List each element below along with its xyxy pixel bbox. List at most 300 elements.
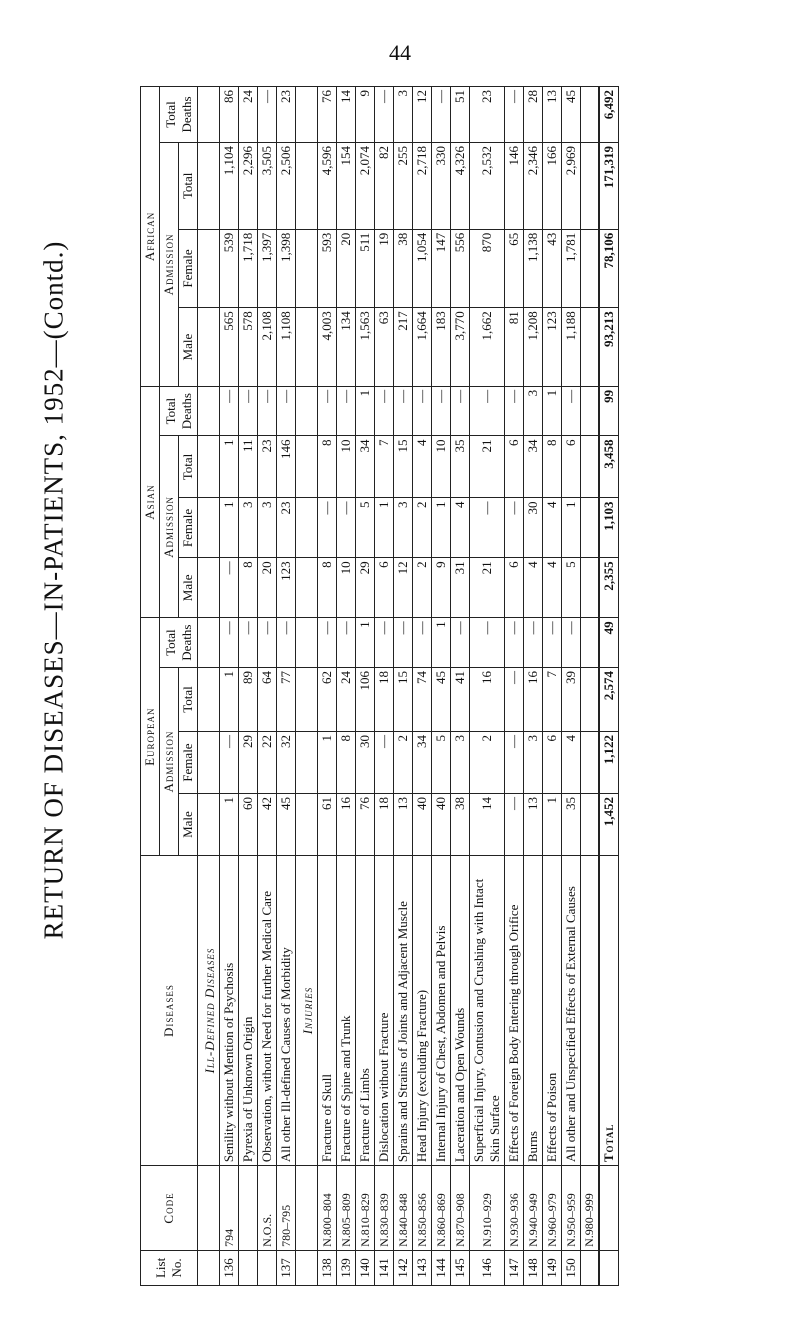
as-value-cell: 10	[337, 436, 356, 498]
as-value-cell: 4	[524, 558, 543, 618]
af-value-cell: 123	[543, 308, 562, 387]
af-value-cell: 1,398	[277, 229, 296, 308]
as-value-cell: —	[562, 386, 581, 436]
as-value-cell	[581, 558, 600, 618]
as-value-cell: 3	[524, 386, 543, 436]
disease-name: Sprains and Strains of Joints and Adjacent Muscle	[394, 856, 413, 1166]
list-number: 142	[394, 1250, 413, 1285]
eu-value-cell: —	[413, 618, 432, 668]
af-value-cell: 1,563	[356, 308, 375, 387]
eu-value-cell: —	[451, 618, 470, 668]
empty-cell	[198, 794, 220, 856]
disease-code: N.860–869	[432, 1166, 451, 1251]
eu-value-cell: 1	[432, 618, 451, 668]
af-value-cell	[581, 87, 600, 143]
af-value-cell: 24	[239, 87, 258, 143]
eu-value-cell: 40	[432, 794, 451, 856]
as-value-cell: —	[258, 386, 277, 436]
as-value-cell: 146	[277, 436, 296, 498]
list-number: 146	[470, 1250, 505, 1285]
af-value-cell	[581, 229, 600, 308]
list-number: 141	[375, 1250, 394, 1285]
eu-value-cell: 2	[394, 732, 413, 794]
af-value-cell: 556	[451, 229, 470, 308]
as-value-cell	[581, 498, 600, 558]
eu-value-cell: 89	[239, 667, 258, 731]
header-code: Code	[141, 1166, 198, 1251]
eu-value-cell: —	[505, 618, 524, 668]
disease-name: Laceration and Open Wounds	[451, 856, 470, 1166]
list-number	[239, 1250, 258, 1285]
af-value-cell	[581, 308, 600, 387]
af-value-cell: —	[505, 87, 524, 143]
list-number: 149	[543, 1250, 562, 1285]
af-value-cell: 1,188	[562, 308, 581, 387]
af-value-cell: 2,718	[413, 142, 432, 229]
as-value-cell: 6	[505, 558, 524, 618]
as-value-cell: 8	[318, 436, 337, 498]
as-value-cell: —	[220, 386, 239, 436]
eu-value-cell: 6	[543, 732, 562, 794]
empty-cell	[198, 142, 220, 229]
eu-value-cell: —	[318, 618, 337, 668]
disease-code: N.930–936	[505, 1166, 524, 1251]
empty-cell	[599, 1250, 619, 1285]
af-value-cell: 4,596	[318, 142, 337, 229]
as-value-cell: —	[239, 386, 258, 436]
af-value-cell: 51	[451, 87, 470, 143]
list-number: 137	[277, 1250, 296, 1285]
af-value-cell: 13	[543, 87, 562, 143]
eu-value-cell: 8	[337, 732, 356, 794]
eu-value-cell: 42	[258, 794, 277, 856]
disease-code: N.O.S.	[258, 1166, 277, 1251]
disease-name: Dislocation without Fracture	[375, 856, 394, 1166]
as-value-cell: 3	[394, 498, 413, 558]
disease-name: Senility without Mention of Psychosis	[220, 856, 239, 1166]
eu-value-cell: —	[505, 794, 524, 856]
eu-total-cell: 49	[599, 618, 619, 668]
af-value-cell: 3,770	[451, 308, 470, 387]
as-value-cell: 29	[356, 558, 375, 618]
af-value-cell: —	[375, 87, 394, 143]
af-value-cell: 511	[356, 229, 375, 308]
header-female-af: Female	[179, 229, 198, 308]
empty-cell	[296, 386, 318, 436]
as-value-cell: 7	[375, 436, 394, 498]
table-row	[337, 87, 356, 1286]
table-row	[356, 87, 375, 1286]
eu-value-cell: —	[394, 618, 413, 668]
as-value-cell: 12	[394, 558, 413, 618]
eu-value-cell: 76	[356, 794, 375, 856]
as-total-cell: 2,355	[599, 558, 619, 618]
eu-value-cell: —	[543, 618, 562, 668]
eu-value-cell: —	[239, 618, 258, 668]
as-value-cell: 10	[432, 436, 451, 498]
as-value-cell: 30	[524, 498, 543, 558]
eu-value-cell: 13	[394, 794, 413, 856]
as-value-cell: 2	[413, 498, 432, 558]
eu-value-cell: 29	[239, 732, 258, 794]
group-heading: Ill-Defined Diseases	[198, 856, 220, 1166]
af-value-cell: 539	[220, 229, 239, 308]
eu-value-cell: —	[337, 618, 356, 668]
disease-code: N.950–959	[562, 1166, 581, 1251]
rotated-table-wrapper	[140, 86, 700, 1286]
empty-cell	[296, 142, 318, 229]
as-total-cell: 99	[599, 386, 619, 436]
af-value-cell: 183	[432, 308, 451, 387]
eu-value-cell: 1	[356, 618, 375, 668]
eu-total-cell: 1,122	[599, 732, 619, 794]
disease-name: Head Injury (excluding Fracture)	[413, 856, 432, 1166]
af-total-cell: 93,213	[599, 308, 619, 387]
empty-cell	[198, 436, 220, 498]
eu-value-cell: —	[258, 618, 277, 668]
af-value-cell: 1,104	[220, 142, 239, 229]
af-value-cell: 3	[394, 87, 413, 143]
as-total-cell: 1,103	[599, 498, 619, 558]
eu-value-cell: 106	[356, 667, 375, 731]
eu-value-cell: 7	[543, 667, 562, 731]
header-female-as: Female	[179, 498, 198, 558]
table-row	[413, 87, 432, 1286]
empty-cell	[198, 87, 220, 143]
empty-cell	[296, 1250, 318, 1285]
disease-code: N.800–804	[318, 1166, 337, 1251]
list-number: 145	[451, 1250, 470, 1285]
eu-value-cell: 62	[318, 667, 337, 731]
as-value-cell: 5	[562, 558, 581, 618]
as-value-cell: 1	[543, 386, 562, 436]
disease-code: N.940–949	[524, 1166, 543, 1251]
eu-value-cell: 4	[562, 732, 581, 794]
eu-value-cell: 60	[239, 794, 258, 856]
list-number: 139	[337, 1250, 356, 1285]
empty-cell	[599, 1166, 619, 1251]
table-row	[505, 87, 524, 1286]
af-value-cell: 43	[543, 229, 562, 308]
eu-value-cell: 39	[562, 667, 581, 731]
empty-cell	[198, 1166, 220, 1251]
eu-value-cell: 5	[432, 732, 451, 794]
af-value-cell: 28	[524, 87, 543, 143]
eu-value-cell: 40	[413, 794, 432, 856]
header-total-eu: Total	[179, 667, 198, 731]
as-value-cell: 15	[394, 436, 413, 498]
as-value-cell: 21	[470, 558, 505, 618]
eu-value-cell: —	[470, 618, 505, 668]
list-number: 136	[220, 1250, 239, 1285]
disease-name: Observation, without Need for further Medical Care	[258, 856, 277, 1166]
as-value-cell: 6	[375, 558, 394, 618]
af-value-cell: 217	[394, 308, 413, 387]
page-number: 44	[389, 40, 411, 65]
eu-value-cell: 14	[470, 794, 505, 856]
af-value-cell: 154	[337, 142, 356, 229]
af-value-cell: 38	[394, 229, 413, 308]
as-value-cell: —	[470, 498, 505, 558]
as-value-cell: 1	[220, 498, 239, 558]
af-value-cell: 14	[337, 87, 356, 143]
as-value-cell: 4	[451, 498, 470, 558]
af-value-cell: 1,208	[524, 308, 543, 387]
list-number	[581, 1250, 600, 1285]
header-total-deaths-as: Total Deaths	[160, 386, 198, 436]
disease-name: Burns	[524, 856, 543, 1166]
disease-code: N.810–829	[356, 1166, 375, 1251]
af-value-cell: 1,138	[524, 229, 543, 308]
eu-value-cell: —	[505, 732, 524, 794]
list-number: 150	[562, 1250, 581, 1285]
af-value-cell: 4,003	[318, 308, 337, 387]
as-value-cell	[581, 386, 600, 436]
eu-value-cell: —	[220, 732, 239, 794]
header-total-af: Total	[179, 142, 198, 229]
empty-cell	[296, 308, 318, 387]
as-value-cell: 1	[375, 498, 394, 558]
eu-value-cell	[581, 794, 600, 856]
eu-value-cell: 2	[470, 732, 505, 794]
af-value-cell: 82	[375, 142, 394, 229]
eu-value-cell: 15	[394, 667, 413, 731]
header-diseases: Diseases	[141, 856, 198, 1166]
af-value-cell: 81	[505, 308, 524, 387]
as-value-cell: 4	[543, 498, 562, 558]
af-value-cell: 76	[318, 87, 337, 143]
eu-value-cell: —	[375, 732, 394, 794]
as-value-cell: 31	[451, 558, 470, 618]
disease-name: Superficial Injury, Contusion and Crushing with Intact Skin Surface	[470, 856, 505, 1166]
as-value-cell: 20	[258, 558, 277, 618]
as-value-cell: 9	[432, 558, 451, 618]
list-number: 147	[505, 1250, 524, 1285]
af-value-cell: 23	[277, 87, 296, 143]
eu-value-cell: 16	[524, 667, 543, 731]
eu-value-cell: —	[277, 618, 296, 668]
as-value-cell: 6	[562, 436, 581, 498]
eu-value-cell: 61	[318, 794, 337, 856]
empty-cell	[296, 618, 318, 668]
af-value-cell: 255	[394, 142, 413, 229]
eu-value-cell: —	[505, 667, 524, 731]
as-value-cell: —	[337, 386, 356, 436]
af-value-cell	[581, 142, 600, 229]
as-value-cell: —	[318, 498, 337, 558]
af-value-cell: 2,506	[277, 142, 296, 229]
as-value-cell	[581, 436, 600, 498]
disease-name: Fracture of Spine and Trunk	[337, 856, 356, 1166]
as-value-cell: 8	[318, 558, 337, 618]
empty-cell	[296, 794, 318, 856]
as-value-cell: 3	[239, 498, 258, 558]
af-value-cell: 1,664	[413, 308, 432, 387]
table-row	[451, 87, 470, 1286]
af-value-cell: 1,397	[258, 229, 277, 308]
af-value-cell: 65	[505, 229, 524, 308]
eu-total-cell: 2,574	[599, 667, 619, 731]
as-value-cell: 3	[258, 498, 277, 558]
table-row	[375, 87, 394, 1286]
af-value-cell: 870	[470, 229, 505, 308]
empty-cell	[296, 732, 318, 794]
disease-code: N.805–809	[337, 1166, 356, 1251]
table-row	[277, 87, 296, 1286]
as-value-cell: 4	[413, 436, 432, 498]
header-male-eu: Male	[179, 794, 198, 856]
table-row	[220, 87, 239, 1286]
header-asian: Asian	[141, 386, 160, 618]
group-heading-row	[198, 87, 220, 1286]
eu-value-cell: 38	[451, 794, 470, 856]
af-value-cell: 23	[470, 87, 505, 143]
as-value-cell: 35	[451, 436, 470, 498]
as-value-cell: 11	[239, 436, 258, 498]
af-value-cell: 45	[562, 87, 581, 143]
header-male-as: Male	[179, 558, 198, 618]
as-value-cell: 34	[356, 436, 375, 498]
as-value-cell: 21	[470, 436, 505, 498]
disease-code: N.960–979	[543, 1166, 562, 1251]
eu-value-cell: 16	[337, 794, 356, 856]
header-total-deaths-eu: Total Deaths	[160, 618, 198, 668]
empty-cell	[198, 308, 220, 387]
eu-value-cell: 13	[524, 794, 543, 856]
eu-value-cell: 24	[337, 667, 356, 731]
diseases-table	[140, 86, 619, 1286]
as-value-cell: 8	[239, 558, 258, 618]
empty-cell	[198, 618, 220, 668]
eu-value-cell	[581, 732, 600, 794]
af-value-cell: 86	[220, 87, 239, 143]
disease-name: Fracture of Skull	[318, 856, 337, 1166]
empty-cell	[296, 558, 318, 618]
af-value-cell: 2,296	[239, 142, 258, 229]
disease-name: Internal Injury of Chest, Abdomen and Pelvis	[432, 856, 451, 1166]
table-row	[318, 87, 337, 1286]
as-value-cell: —	[505, 498, 524, 558]
as-value-cell: —	[505, 386, 524, 436]
list-number: 140	[356, 1250, 375, 1285]
as-value-cell: —	[394, 386, 413, 436]
as-value-cell: 10	[337, 558, 356, 618]
af-value-cell: 134	[337, 308, 356, 387]
table-row	[543, 87, 562, 1286]
as-value-cell: 34	[524, 436, 543, 498]
af-value-cell: 1,781	[562, 229, 581, 308]
af-value-cell: 1,718	[239, 229, 258, 308]
header-total-deaths-af: Total Deaths	[160, 87, 198, 143]
as-value-cell: 6	[505, 436, 524, 498]
empty-cell	[296, 229, 318, 308]
table-body	[198, 87, 619, 1286]
as-value-cell: —	[318, 386, 337, 436]
af-total-cell: 78,106	[599, 229, 619, 308]
eu-value-cell: 1	[220, 794, 239, 856]
as-value-cell: —	[277, 386, 296, 436]
af-value-cell: 166	[543, 142, 562, 229]
disease-code: N.870–908	[451, 1166, 470, 1251]
eu-value-cell: 22	[258, 732, 277, 794]
table-row	[562, 87, 581, 1286]
as-value-cell: —	[375, 386, 394, 436]
eu-value-cell: —	[562, 618, 581, 668]
eu-total-cell: 1,452	[599, 794, 619, 856]
af-value-cell: 2,532	[470, 142, 505, 229]
disease-name: All other Ill-defined Causes of Morbidity	[277, 856, 296, 1166]
disease-code: N.850–856	[413, 1166, 432, 1251]
eu-value-cell: 16	[470, 667, 505, 731]
disease-name: Effects of Poison	[543, 856, 562, 1166]
as-value-cell: 23	[277, 498, 296, 558]
af-value-cell: 19	[375, 229, 394, 308]
table-row	[581, 87, 600, 1286]
table-row	[524, 87, 543, 1286]
header-african: African	[141, 87, 160, 387]
as-value-cell: 1	[432, 498, 451, 558]
empty-cell	[198, 558, 220, 618]
as-value-cell: —	[451, 386, 470, 436]
empty-cell	[198, 498, 220, 558]
eu-value-cell: 41	[451, 667, 470, 731]
as-value-cell: 4	[543, 558, 562, 618]
af-value-cell: 2,346	[524, 142, 543, 229]
empty-cell	[296, 667, 318, 731]
as-value-cell: 123	[277, 558, 296, 618]
af-total-cell: 171,319	[599, 142, 619, 229]
list-number: 144	[432, 1250, 451, 1285]
eu-value-cell: —	[524, 618, 543, 668]
disease-code: N.840–848	[394, 1166, 413, 1251]
as-value-cell: 2	[413, 558, 432, 618]
disease-code: N.910–929	[470, 1166, 505, 1251]
af-value-cell: —	[258, 87, 277, 143]
eu-value-cell: —	[220, 618, 239, 668]
empty-cell	[296, 1166, 318, 1251]
empty-cell	[296, 87, 318, 143]
disease-code: N.830–839	[375, 1166, 394, 1251]
af-value-cell: —	[432, 87, 451, 143]
as-value-cell: 1	[220, 436, 239, 498]
eu-value-cell: 32	[277, 732, 296, 794]
header-admission-af: Admission	[160, 142, 179, 386]
eu-value-cell	[581, 618, 600, 668]
table-row	[432, 87, 451, 1286]
eu-value-cell: 74	[413, 667, 432, 731]
af-value-cell: 146	[505, 142, 524, 229]
page-title: RETURN OF DISEASES—IN-PATIENTS, 1952—(Contd.)	[38, 240, 69, 940]
disease-name: Pyrexia of Unknown Origin	[239, 856, 258, 1166]
eu-value-cell: 34	[413, 732, 432, 794]
eu-value-cell: 18	[375, 794, 394, 856]
total-label: Total	[599, 856, 619, 1166]
group-heading: Injuries	[296, 856, 318, 1166]
table-row	[239, 87, 258, 1286]
af-value-cell: 12	[413, 87, 432, 143]
disease-name: Effects of Foreign Body Entering through Orifice	[505, 856, 524, 1166]
table-row	[394, 87, 413, 1286]
af-value-cell: 330	[432, 142, 451, 229]
af-value-cell: 20	[337, 229, 356, 308]
eu-value-cell: 45	[277, 794, 296, 856]
af-value-cell: 565	[220, 308, 239, 387]
header-list-no: List No.	[141, 1250, 198, 1285]
eu-value-cell: 3	[451, 732, 470, 794]
af-value-cell: 1,108	[277, 308, 296, 387]
list-number: 138	[318, 1250, 337, 1285]
af-value-cell: 1,054	[413, 229, 432, 308]
